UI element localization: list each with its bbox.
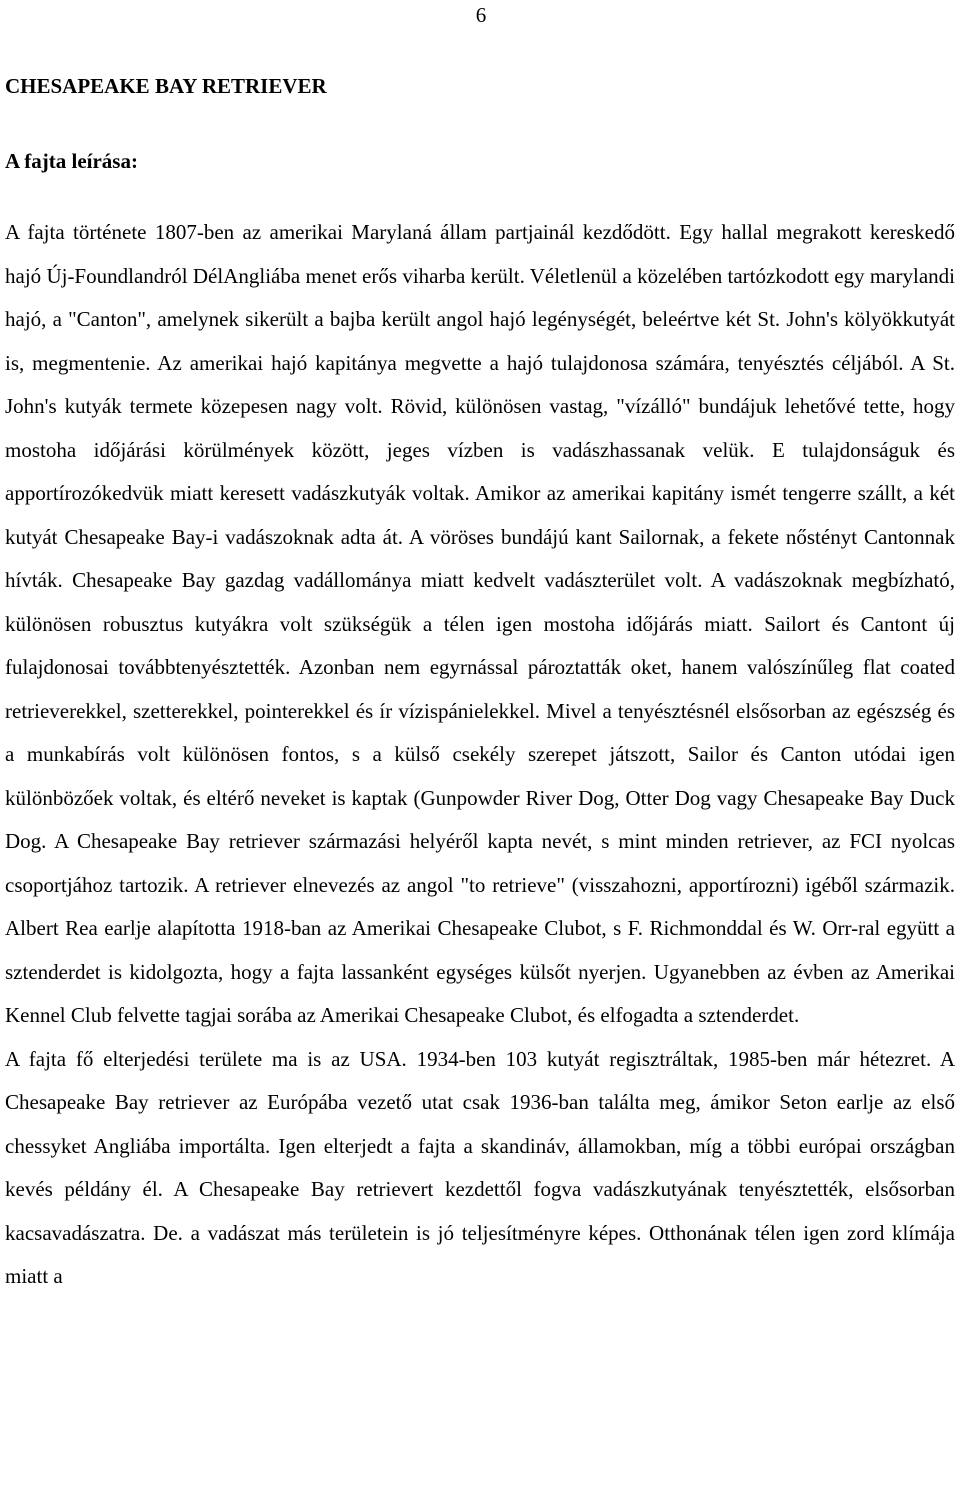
page-number: 6 bbox=[475, 3, 487, 27]
section-heading: A fajta leírása: bbox=[5, 149, 138, 173]
body-text bbox=[5, 211, 955, 1299]
paragraph-distribution: A fajta fő elterjedési területe ma is az USA. 1934-ben 103 kutyát regisztráltak, 1985-ben már hétezret. A Chesapeake Bay retriever az Európába vezető utat csak 1936-ban találta meg, ámikor Seton earlje az első chessyket Angliába importálta. Igen elterjedt a fajta a skandináv, államokban, míg a többi európai országban kevés példány él. A Chesapeake Bay retrievert kezdettől fogva vadászkutyának tenyésztették, elsősorban kacsavadászatra. De. a vadászat más területein is jó teljesítményre képes. Otthonának télen igen zord klímája miatt a bbox=[5, 1046, 955, 1288]
paragraph-history: A fajta története 1807-ben az amerikai Marylaná állam partjainál kezdődött. Egy hallal megrakott kereskedő hajó Új-Foundlandról DélAngliába menet erős viharba került. Véletlenül a közelében tartózkodott egy marylandi hajó, a "Canton", amelynek sikerült a bajba került angol hajó legénységét, beleértve két St. John's kölyökkutyát is, megmentenie. Az amerikai hajó kapitánya megvette a hajó tulajdonosa számára, tenyésztés céljából. A St. John's kutyák termete közepesen nagy volt. Rövid, különösen vastag, "vízálló" bundájuk lehetővé tette, hogy mostoha időjárási körülmények között, jeges vízben is vadászhassanak velük. E tulajdonságuk és apportírozókedvük miatt keresett vadászkutyák voltak. Amikor az amerikai kapitány ismét tengerre szállt, a két kutyát Chesapeake Bay-i vadászoknak adta át. A vöröses bundájú kant Sailornak, a fekete nőstényt Cantonnak hívták. Chesapeake Bay gazdag vadállománya miatt kedvelt vadászterület volt. A vadászoknak megbízható, különösen robusztus kutyákra volt szükségük a télen igen mostoha időjárás miatt. Sailort és Cantont új fulajdonosai továbbtenyésztették. Azonban nem egyrnással pároztatták oket, hanem valószínűleg flat coated retrieverekkel, szetterekkel, pointerekkel és ír vízispánielekkel. Mivel a tenyésztésnél elsősorban az egészség és a munkabírás volt különösen fontos, s a külső csekély szerepet játszott, Sailor és Canton utódai igen különbözőek voltak, és eltérő neveket is kaptak (Gunpowder River Dog, Otter Dog vagy Chesapeake Bay Duck Dog. A Chesapeake Bay retriever származási helyéről kapta nevét, s mint minden retriever, az FCI nyolcas csoportjához tartozik. A retriever elnevezés az angol "to retrieve" (visszahozni, apportírozni) igéből származik. Albert Rea earlje alapította 1918-ban az Amerikai Chesapeake Clubot, s F. Richmonddal és W. Orr-ral együtt a sztenderdet is kidolgozta, hogy a fajta lassanként egységes külsőt nyerjen. Ugyanebben az évben az Amerikai Kennel Club felvette tagjai sorába az Amerikai Chesapeake Clubot, és elfogadta a sztenderdet. bbox=[5, 220, 955, 1027]
document-title: CHESAPEAKE BAY RETRIEVER bbox=[5, 74, 327, 98]
